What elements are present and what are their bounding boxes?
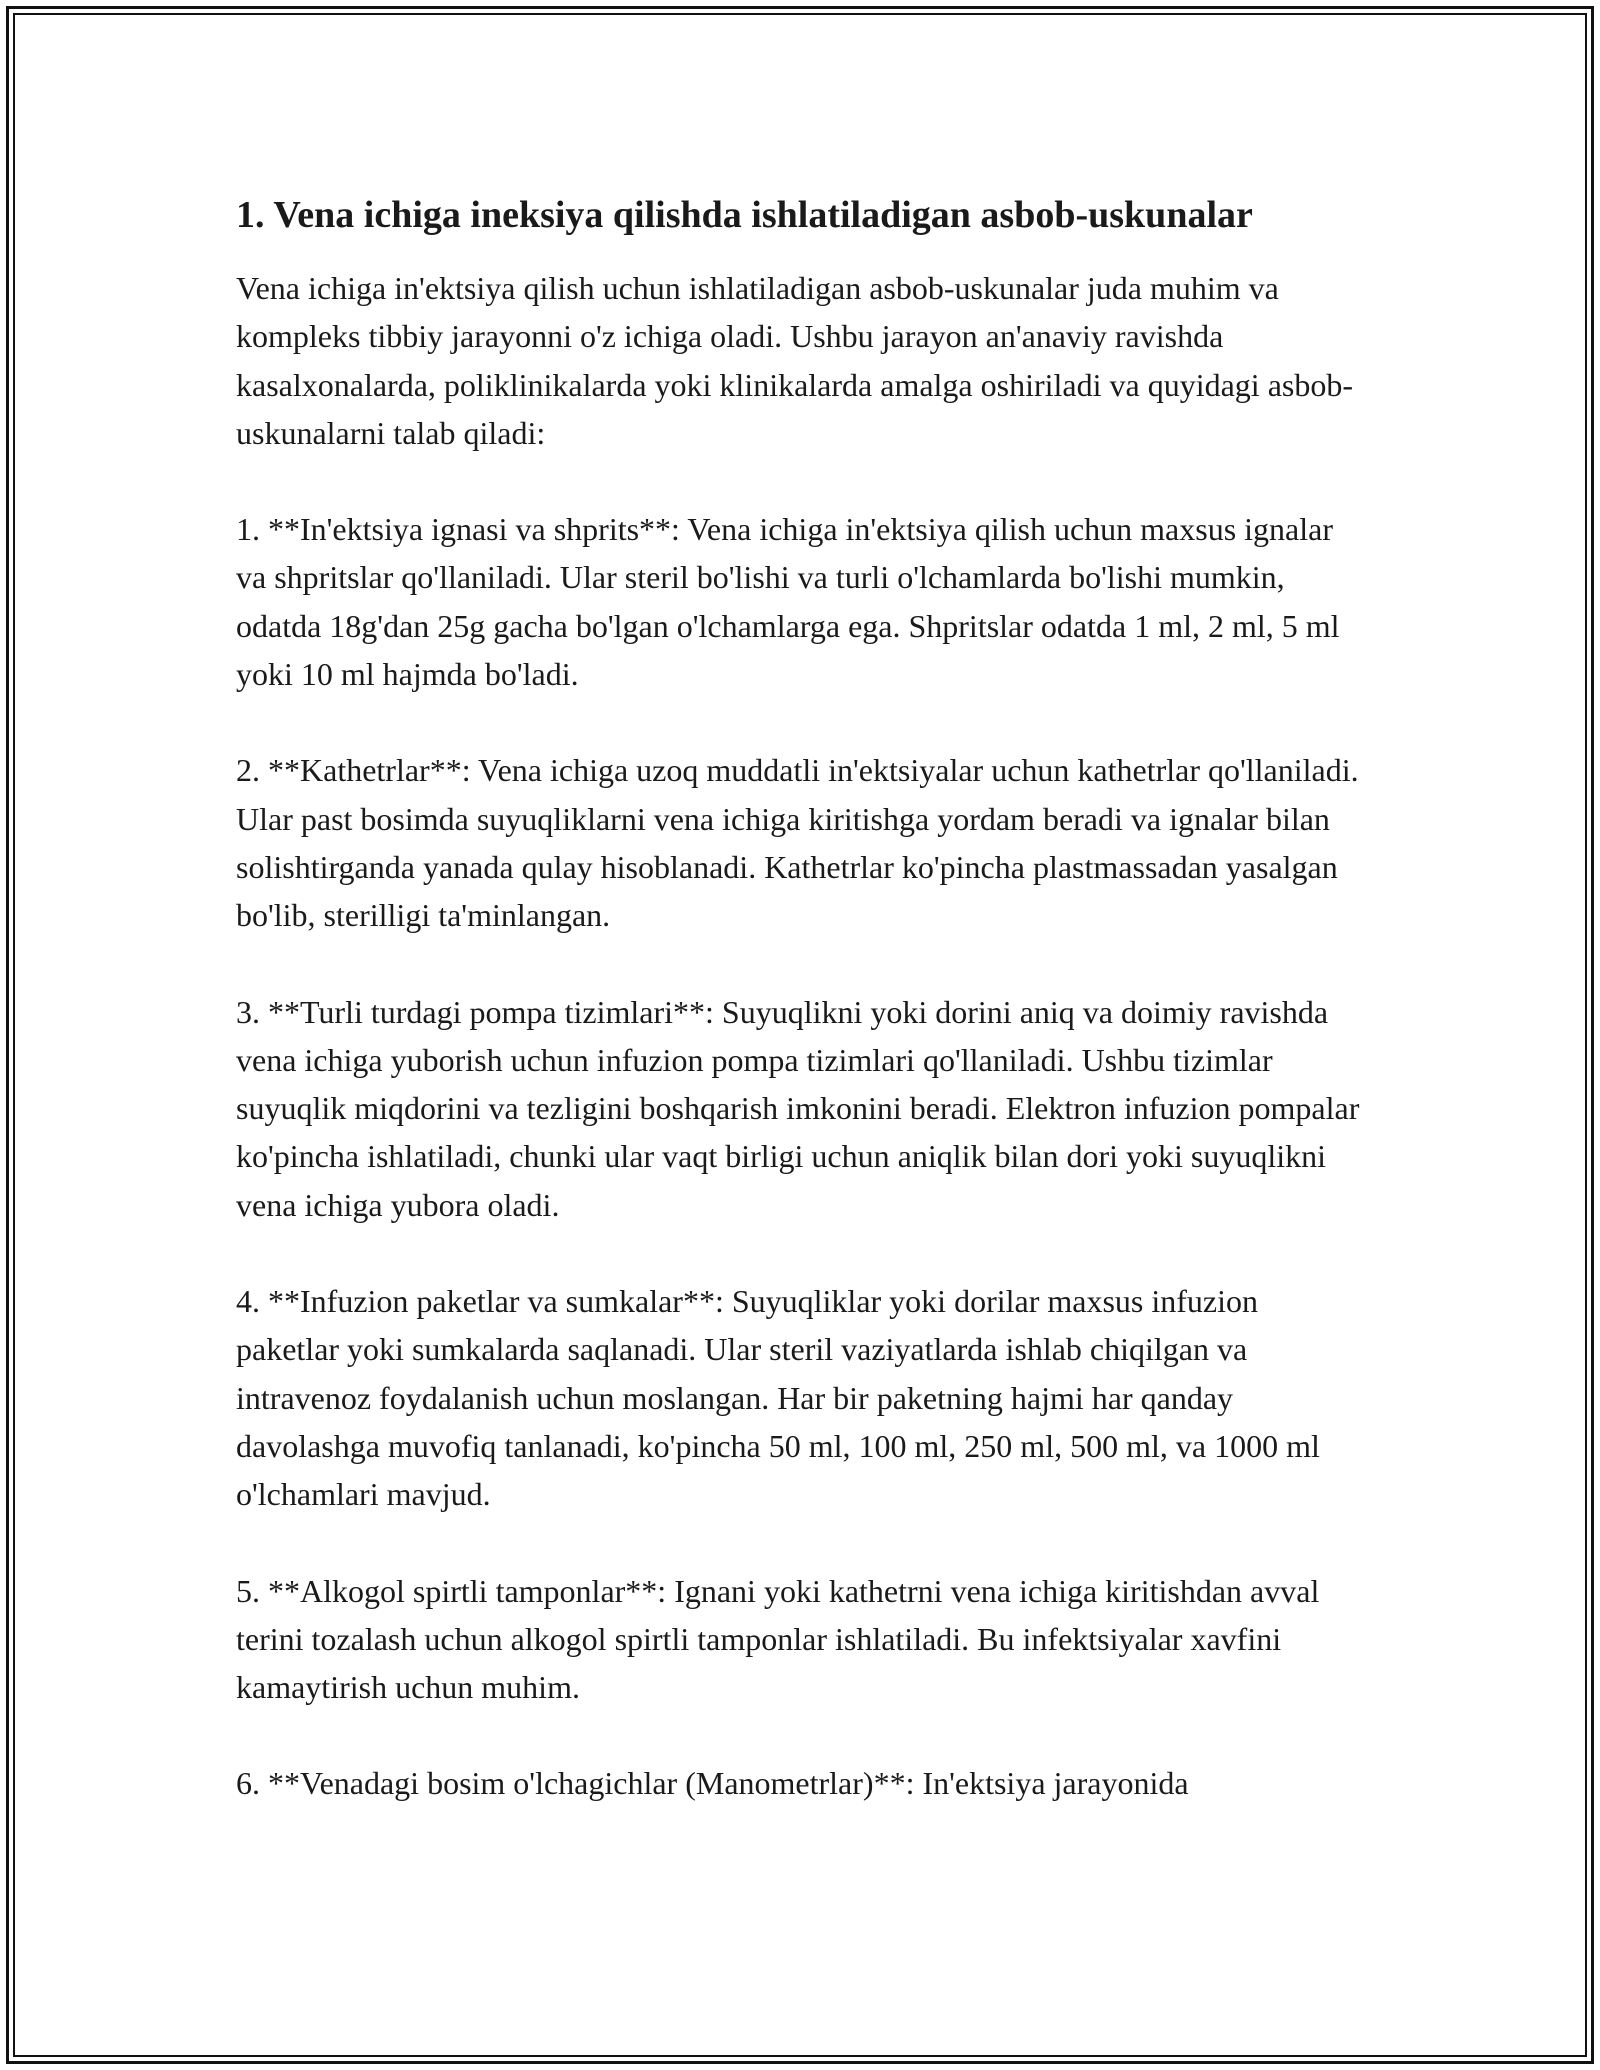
paragraph-item-3: 3. **Turli turdagi pompa tizimlari**: Suyuqlikni yoki dorini aniq va doimiy ravishda vena ichiga yuborish uchun infuzion pompa tizimlari qo'llaniladi. Ushbu tizimlar suyuqlik miqdorini va tezligini boshqarish imkonini beradi. Elektron infuzion pompalar ko'pincha ishlatiladi, chunki ular vaqt birligi uchun aniqlik bilan dori yoki suyuqlikni vena ichiga yubora oladi.	[236, 993, 1360, 1223]
document-title: 1. Vena ichiga ineksiya qilishda ishlatiladigan asbob-uskunalar	[236, 194, 1253, 236]
paragraph-item-6: 6. **Venadagi bosim o'lchagichlar (Manometrlar)**: In'ektsiya jarayonida	[236, 1765, 1189, 1802]
paragraph-item-5: 5. **Alkogol spirtli tamponlar**: Ignani yoki kathetrni vena ichiga kiritishdan avval terini tozalash uchun alkogol spirtli tamponlar ishlatiladi. Bu infektsiyalar xavfini kamaytirish uchun muhim.	[236, 1572, 1320, 1706]
paragraph-item-1: 1. **In'ektsiya ignasi va shprits**: Vena ichiga in'ektsiya qilish uchun maxsus ignalar va shpritslar qo'llaniladi. Ular steril bo'lishi va turli o'lchamlarda bo'lishi mumkin, odatda 18g'dan 25g gacha bo'lgan o'lchamlarga ega. Shpritslar odatda 1 ml, 2 ml, 5 ml yoki 10 ml hajmda bo'ladi.	[236, 511, 1340, 693]
document-body	[236, 190, 1366, 1808]
paragraph-intro: Vena ichiga in'ektsiya qilish uchun ishlatiladigan asbob-uskunalar juda muhim va kompleks tibbiy jarayonni o'z ichiga oladi. Ushbu jarayon an'anaviy ravishda kasalxonalarda, poliklinikalarda yoki klinikalarda amalga oshiriladi va quyidagi asbob-uskunalarni talab qiladi:	[236, 270, 1353, 451]
paragraph-item-2: 2. **Kathetrlar**: Vena ichiga uzoq muddatli in'ektsiyalar uchun kathetrlar qo'llaniladi. Ular past bosimda suyuqliklarni vena ichiga kiritishga yordam beradi va ignalar bilan solishtirganda yanada qulay hisoblanadi. Kathetrlar ko'pincha plastmassadan yasalgan bo'lib, sterilligi ta'minlangan.	[236, 752, 1359, 934]
paragraph-item-4: 4. **Infuzion paketlar va sumkalar**: Suyuqliklar yoki dorilar maxsus infuzion paketlar yoki sumkalarda saqlanadi. Ular steril vaziyatlarda ishlab chiqilgan va intravenoz foydalanish uchun moslangan. Har bir paketning hajmi har qanday davolashga muvofiq tanlanadi, ko'pincha 50 ml, 100 ml, 250 ml, 500 ml, va 1000 ml o'lchamlari mavjud.	[236, 1283, 1320, 1513]
